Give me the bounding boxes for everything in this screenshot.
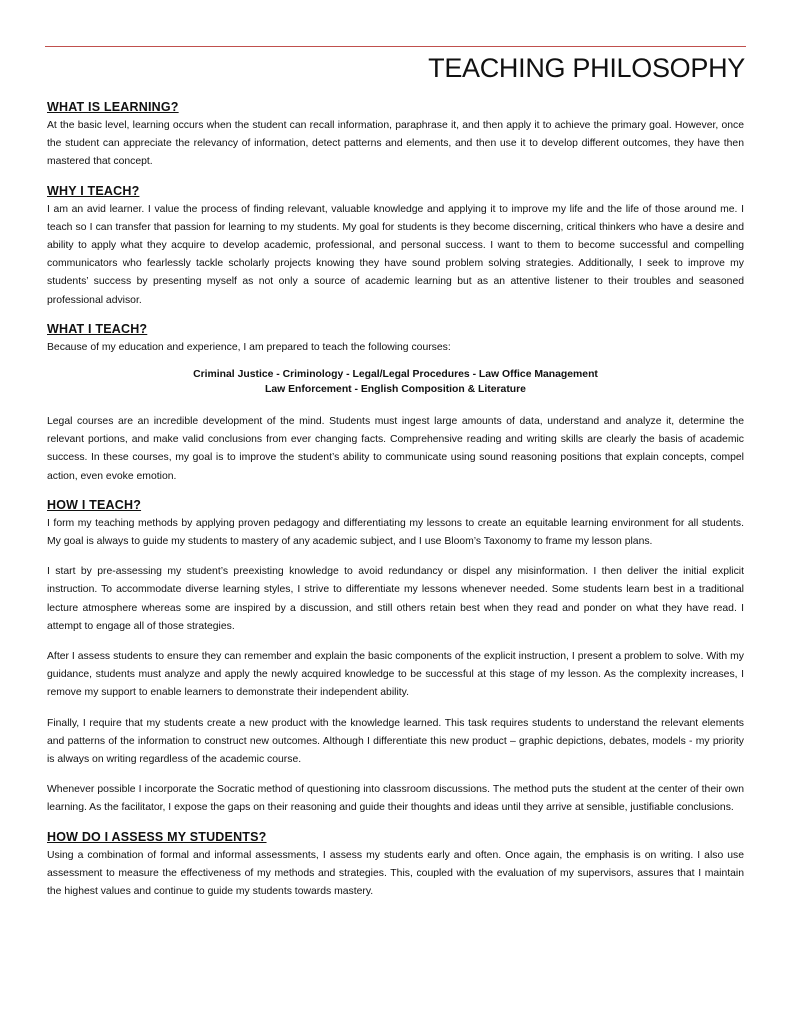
section-heading: WHAT IS LEARNING?	[47, 100, 179, 114]
section-heading: WHAT I TEACH?	[47, 321, 148, 336]
course-list-line: Law Enforcement - English Composition & Literature	[265, 384, 526, 396]
section-assessment	[47, 830, 744, 902]
paragraph: Legal courses are an incredible development of the mind. Students must ingest large amounts of data, understand and analyze it, determine the relevant portions, and make valid conclusions from ever changing facts. Comprehensive reading and writing skills are clearly the basis of academic success. In these courses, my goal is to improve the student’s ability to communicate using sound reasoning positions that explain concepts, compel action, even evoke emotion.	[47, 416, 744, 482]
section-heading: HOW DO I ASSESS MY STUDENTS?	[47, 829, 267, 844]
section-heading: HOW I TEACH?	[47, 497, 142, 512]
paragraph: I start by pre-assessing my student’s preexisting knowledge to avoid redundancy or dispel any misinformation. I then deliver the initial explicit instruction. To accommodate diverse learning styles, I strive to differentiate my lessons whenever needed. Some students learn best in a traditional lecture atmosphere whereas some are inspired by a discussion, and still others retain best when they read and ponder on what they have read. I attempt to engage all of those strategies.	[47, 566, 744, 632]
section-how-i-teach	[47, 498, 744, 818]
course-list	[47, 367, 744, 397]
paragraph: After I assess students to ensure they can remember and explain the basic components of the explicit instruction, I present a problem to solve. With my guidance, students must analyze and apply the newly acquired knowledge to be successful at this stage of my lesson. As the complexity increases, I remove my support to enable learners to demonstrate their independent ability.	[47, 651, 744, 699]
document-title: TEACHING PHILOSOPHY	[428, 53, 745, 83]
paragraph: Because of my education and experience, I am prepared to teach the following courses:	[47, 341, 451, 353]
paragraph: Finally, I require that my students create a new product with the knowledge learned. This task requires students to understand the relevant elements and patterns of the information to construct new outcomes. Although I differentiate this new product – graphic depictions, debates, models - my priority is always on writing regardless of the academic course.	[47, 717, 744, 766]
paragraph: Using a combination of formal and informal assessments, I assess my students early and often. Once again, the emphasis is on writing. I also use assessment to measure the effectiveness of my methods and strategies. This, coupled with the evaluation of my supervisors, assures that I maintain the highest values and continue to guide my students towards mastery.	[47, 849, 744, 898]
section-heading: WHY I TEACH?	[47, 183, 140, 198]
paragraph: At the basic level, learning occurs when the student can recall information, paraphrase it, and then apply it to achieve the primary goal. However, once the student can appreciate the relevancy of information, detect patterns and elements, and then use it to develop different outcomes, they have then mastered that concept.	[47, 120, 744, 168]
section-what-i-teach	[47, 322, 744, 486]
paragraph: Whenever possible I incorporate the Socratic method of questioning into classroom discussions. The method puts the student at the center of their own learning. As the facilitator, I expose the gaps on their reasoning and guide their thoughts and ideas until they arrive at sensible, justifiable conclusions.	[47, 784, 744, 814]
document-body	[47, 100, 744, 913]
course-list-line: Criminal Justice - Criminology - Legal/Legal Procedures - Law Office Management	[193, 369, 598, 381]
paragraph: I form my teaching methods by applying proven pedagogy and differentiating my lessons to create an equitable learning environment for all students. My goal is always to guide my students to mastery of any academic subject, and I use Bloom’s Taxonomy to frame my lesson plans.	[47, 517, 744, 548]
header-rule	[45, 46, 746, 47]
section-why-i-teach	[47, 184, 744, 310]
section-what-is-learning	[47, 100, 744, 172]
paragraph: I am an avid learner. I value the process of finding relevant, valuable knowledge and applying it to improve my life and the life of those around me. I teach so I can transfer that passion for learning to my students. My goal for students is they become discerning, critical thinkers who have a desire and ability to apply what they acquire to develop academic, professional, and personal success. I want to them to become successful and compelling communicators who fearlessly tackle scholarly projects knowing they have sound problem solving strategies. Additionally, I seek to improve my students’ success by presenting myself as not only a source of academic learning but as an attentive listener to their troubles and seasoned professional advisor.	[47, 203, 744, 306]
